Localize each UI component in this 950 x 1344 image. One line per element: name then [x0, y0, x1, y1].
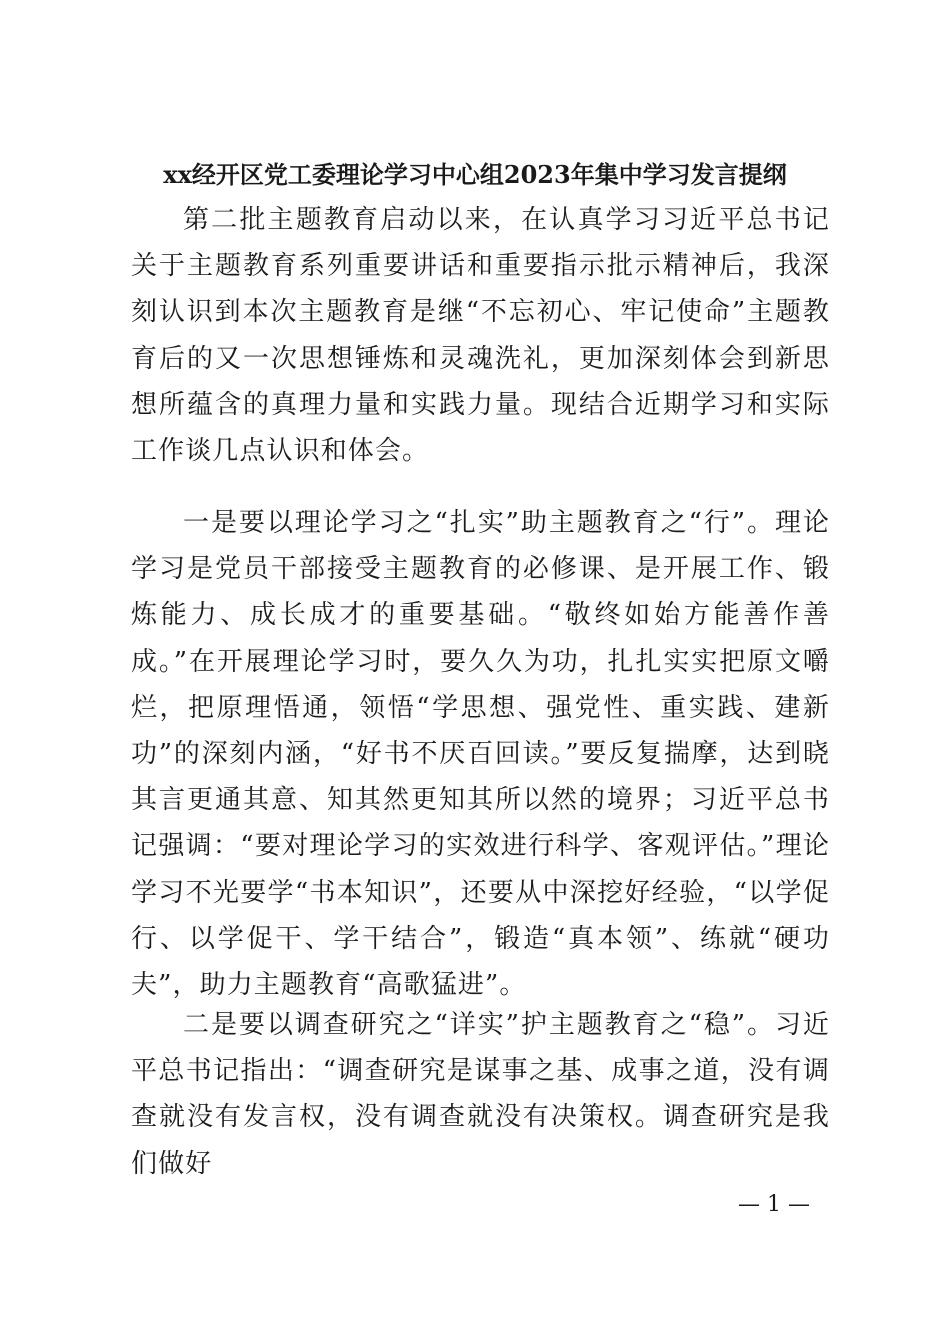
paragraph-theory-study: [131, 500, 830, 1008]
paragraph-intro: [131, 197, 830, 474]
paragraph-text: 二是要以调查研究之“详实”护主题教育之“稳”。习近平总书记指出：“调查研究是谋事之基、成事之道，没有调查就没有发言权，没有调查就没有决策权。调查研究是我们做好: [131, 1010, 830, 1179]
paragraph-text: 一是要以理论学习之“扎实”助主题教育之“行”。理论学习是党员干部接受主题教育的必修课、是开展工作、锻炼能力、成长成才的重要基础。“敬终如始方能善作善成。”在开展理论学习时，要久久为功，扎扎实实把原文嚼烂，把原理悟通，领悟“学思想、强党性、重实践、建新功”的深刻内涵，“好书不厌百回读。”要反复揣摩，达到晓其言更通其意、知其然更知其所以然的境界；习近平总书记强调：“要对理论学习的实效进行科学、客观评估。”理论学习不光要学“书本知识”，还要从中深挖好经验，“以学促行、以学促干、学干结合”，锻造“真本领”、练就“硬功夫”，助力主题教育“高歌猛进”。: [131, 508, 830, 1001]
paragraph-text: 第二批主题教育启动以来，在认真学习习近平总书记关于主题教育系列重要讲话和重要指示批示精神后，我深刻认识到本次主题教育是继“不忘初心、牢记使命”主题教育后的又一次思想锤炼和灵魂洗礼，更加深刻体会到新思想所蕴含的真理力量和实践力量。现结合近期学习和实际工作谈几点认识和体会。: [131, 205, 830, 467]
paragraph-investigation: [131, 1002, 830, 1187]
document-title: xx经开区党工委理论学习中心组2023年集中学习发言提纲: [163, 160, 787, 189]
page-number: — 1 —: [738, 1192, 810, 1217]
